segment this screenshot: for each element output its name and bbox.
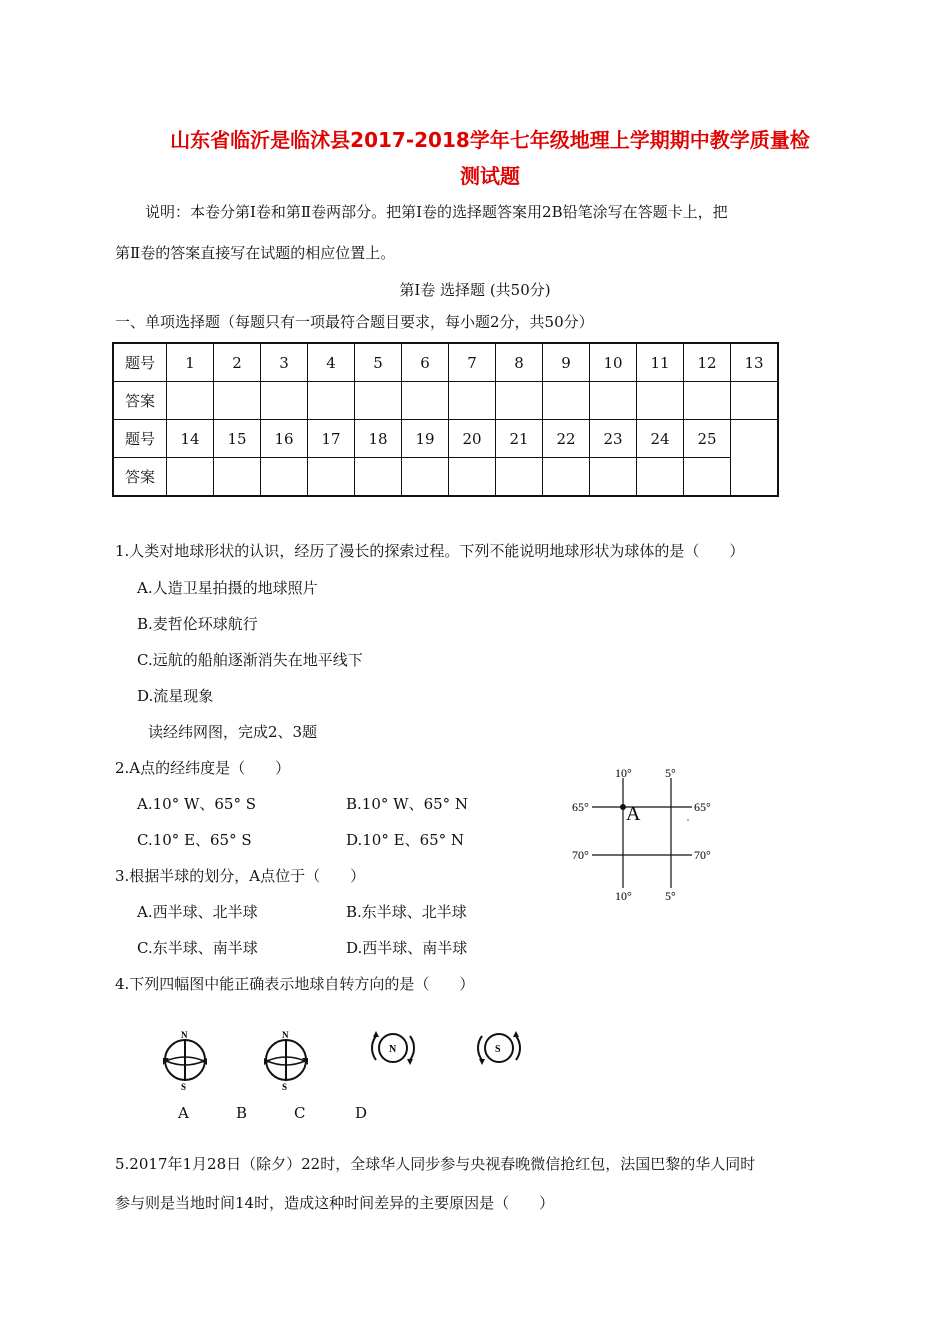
rotation-diagrams (150, 1028, 540, 1090)
answer-cell-6[interactable] (402, 382, 449, 420)
south-label: S (495, 1044, 501, 1055)
answer-cell-23[interactable] (590, 458, 637, 497)
answer-cell-18[interactable] (355, 458, 402, 497)
table-label: 题号 (113, 343, 167, 382)
answer-cell-20[interactable] (449, 458, 496, 497)
instructions-line-2: 第Ⅱ卷的答案直接写在试题的相应位置上。 (115, 244, 396, 262)
q1-stem: 1.人类对地球形状的认识，经历了漫长的探索过程。下列不能说明地球形状为球体的是（ ） (115, 542, 745, 560)
part1-heading: 第Ⅰ卷 选择题 (共50分) (399, 281, 551, 299)
table-cell: 18 (355, 420, 402, 458)
answer-cell-21[interactable] (496, 458, 543, 497)
table-cell: 25 (684, 420, 731, 458)
table-row (113, 343, 778, 382)
table-row (113, 420, 778, 458)
q4-option-b[interactable]: B (236, 1104, 248, 1122)
table-cell: 9 (543, 343, 590, 382)
table-cell: 21 (496, 420, 543, 458)
answer-cell-12[interactable] (684, 382, 731, 420)
north-label: N (389, 1044, 397, 1055)
polar-view-d-icon (478, 1031, 520, 1065)
label-bottom-left: 10° (615, 889, 632, 903)
q3-stem: 3.根据半球的划分，A点位于（ ） (115, 867, 366, 885)
table-cell: 4 (308, 343, 355, 382)
table-cell: 17 (308, 420, 355, 458)
answer-cell-25[interactable] (684, 458, 731, 497)
q1-option-d[interactable]: D.流星现象 (137, 687, 214, 705)
table-cell: 12 (684, 343, 731, 382)
answer-table (112, 342, 779, 497)
q4-option-a[interactable]: A (178, 1104, 189, 1122)
table-cell: 11 (637, 343, 684, 382)
section1-heading: 一、单项选择题（每题只有一项最符合题目要求，每小题2分，共50分） (115, 313, 594, 331)
q1-option-c[interactable]: C.远航的船舶逐渐消失在地平线下 (137, 651, 363, 669)
south-label: S (282, 1082, 288, 1090)
q1-option-a[interactable]: A.人造卫星拍摄的地球照片 (137, 579, 318, 597)
table-cell: 1 (167, 343, 214, 382)
answer-cell-17[interactable] (308, 458, 355, 497)
table-cell: 13 (731, 343, 779, 382)
q4-option-c[interactable]: C (294, 1104, 306, 1122)
answer-cell-3[interactable] (261, 382, 308, 420)
table-cell: 15 (214, 420, 261, 458)
table-cell: 19 (402, 420, 449, 458)
label-top-right: 5° (665, 766, 676, 780)
q3-option-a[interactable]: A.西半球、北半球 (137, 903, 258, 921)
table-cell: 14 (167, 420, 214, 458)
q4-option-d[interactable]: D (355, 1104, 368, 1122)
globe-a-icon (163, 1030, 207, 1090)
q4-stem: 4.下列四幅图中能正确表示地球自转方向的是（ ） (115, 975, 475, 993)
q1-option-b[interactable]: B.麦哲伦环球航行 (137, 615, 258, 633)
q2-option-d[interactable]: D.10° E、65° N (346, 831, 465, 849)
answer-cell-9[interactable] (543, 382, 590, 420)
table-cell: 5 (355, 343, 402, 382)
answer-cell-24[interactable] (637, 458, 684, 497)
label-bottom-right: 5° (665, 889, 676, 903)
globe-b-icon (264, 1030, 308, 1090)
lat-long-grid-figure (560, 760, 740, 910)
answer-cell-2[interactable] (214, 382, 261, 420)
north-label: N (282, 1030, 289, 1040)
label-top-left: 10° (615, 766, 632, 780)
table-cell: 10 (590, 343, 637, 382)
label-right-lower: 70° (694, 848, 711, 862)
label-left-lower: 70° (572, 848, 589, 862)
q2-option-c[interactable]: C.10° E、65° S (137, 831, 252, 849)
south-label: S (181, 1082, 187, 1090)
q3-option-d[interactable]: D.西半球、南半球 (346, 939, 468, 957)
answer-cell-11[interactable] (637, 382, 684, 420)
answer-cell-5[interactable] (355, 382, 402, 420)
q2-stem: 2.A点的经纬度是（ ） (115, 759, 291, 777)
instructions-line-1: 说明：本卷分第Ⅰ卷和第Ⅱ卷两部分。把第Ⅰ卷的选择题答案用2B铅笔涂写在答题卡上，把 (145, 203, 728, 221)
north-label: N (181, 1030, 188, 1040)
answer-cell-1[interactable] (167, 382, 214, 420)
table-label: 题号 (113, 420, 167, 458)
table-cell: 16 (261, 420, 308, 458)
table-cell: 3 (261, 343, 308, 382)
table-cell: 22 (543, 420, 590, 458)
answer-cell-13[interactable] (731, 382, 779, 420)
read-map-instruction: 读经纬网图，完成2、3题 (148, 723, 318, 741)
q3-option-c[interactable]: C.东半球、南半球 (137, 939, 258, 957)
polar-view-c-icon (372, 1031, 414, 1065)
table-cell: 8 (496, 343, 543, 382)
table-row (113, 458, 778, 497)
point-a-label: A (626, 803, 641, 825)
table-cell: 23 (590, 420, 637, 458)
answer-cell-10[interactable] (590, 382, 637, 420)
answer-cell-19[interactable] (402, 458, 449, 497)
table-cell: 24 (637, 420, 684, 458)
table-cell: 20 (449, 420, 496, 458)
q5-line-2: 参与则是当地时间14时，造成这种时间差异的主要原因是（ ） (115, 1194, 555, 1212)
label-left-upper: 65° (572, 800, 589, 814)
q3-option-b[interactable]: B.东半球、北半球 (346, 903, 467, 921)
answer-cell-15[interactable] (214, 458, 261, 497)
title-line-1: 山东省临沂是临沭县2017-2018学年七年级地理上学期期中教学质量检 (170, 128, 810, 152)
answer-cell-8[interactable] (496, 382, 543, 420)
table-label: 答案 (113, 382, 167, 420)
table-cell: 2 (214, 343, 261, 382)
answer-cell-4[interactable] (308, 382, 355, 420)
answer-cell-22[interactable] (543, 458, 590, 497)
table-cell: 7 (449, 343, 496, 382)
q5-line-1: 5.2017年1月28日（除夕）22时，全球华人同步参与央视春晚微信抢红包，法国巴黎的华人同时 (115, 1155, 756, 1173)
answer-cell-7[interactable] (449, 382, 496, 420)
title-line-2: 测试题 (460, 164, 520, 188)
table-row (113, 382, 778, 420)
table-label: 答案 (113, 458, 167, 497)
answer-cell-16[interactable] (261, 458, 308, 497)
speck (687, 819, 689, 821)
table-empty-cell (731, 420, 779, 497)
label-right-upper: 65° (694, 800, 711, 814)
q2-option-a[interactable]: A.10° W、65° S (137, 795, 257, 813)
table-cell: 6 (402, 343, 449, 382)
q2-option-b[interactable]: B.10° W、65° N (346, 795, 469, 813)
answer-cell-14[interactable] (167, 458, 214, 497)
